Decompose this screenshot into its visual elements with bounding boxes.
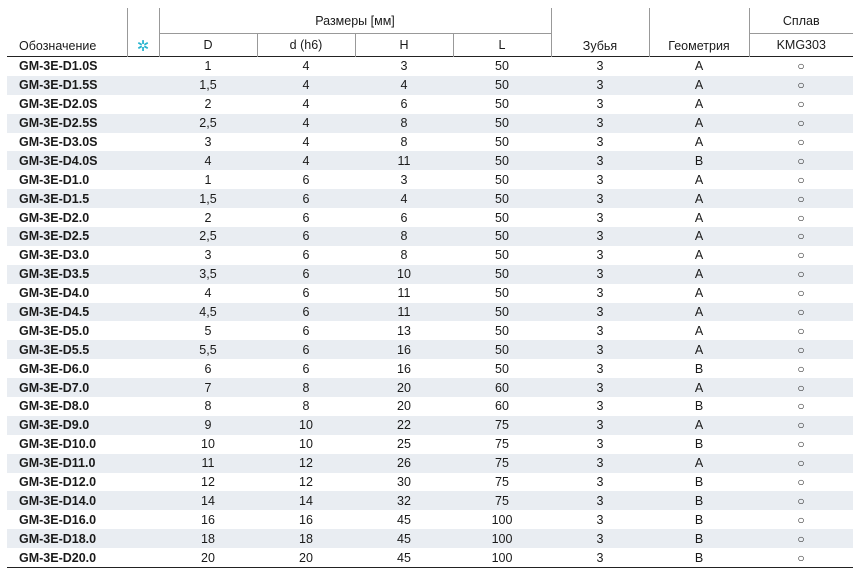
H-cell: 11 [355,303,453,322]
H-cell: 8 [400,135,408,149]
H-cell: 3 [400,59,408,74]
designation-cell: GM-3E-D1.0 [19,172,90,187]
alloy-cell: ○ [797,248,805,263]
d-h6-cell: 6 [257,189,355,208]
table-row [7,246,853,265]
designation-cell: GM-3E-D18.0 [7,529,127,548]
d-h6-cell: 4 [302,135,310,149]
geometry-cell: A [694,172,704,187]
alloy-cell: ○ [797,399,805,414]
table-row [7,359,853,378]
d-h6-cell: 6 [302,210,310,225]
table-row [7,416,853,435]
D-cell: 3 [204,248,212,263]
geometry-cell: A [649,189,749,208]
L-cell: 50 [495,361,509,376]
teeth-cell: 3 [596,286,604,301]
geometry-cell: B [649,491,749,510]
teeth-cell: 3 [596,59,604,74]
coolant-cell [127,227,159,246]
D-cell: 20 [159,548,257,567]
L-cell: 60 [495,399,509,414]
H-cell: 11 [355,151,453,170]
d-h6-cell: 6 [302,248,310,263]
table-row [7,397,853,416]
geometry-cell: B [694,437,704,452]
geometry-cell: A [694,323,704,338]
L-cell: 75 [453,454,551,473]
H-cell: 25 [397,437,411,452]
L-cell: 75 [453,416,551,435]
L-cell: 100 [453,529,551,548]
coolant-cell [127,95,159,114]
table-row [7,548,853,567]
D-cell: 1,5 [159,189,257,208]
H-cell: 30 [397,475,411,490]
alloy-header: Сплав [749,8,853,34]
geometry-cell: B [649,548,749,567]
alloy-cell: ○ [749,416,853,435]
D-cell: 2 [204,210,212,225]
teeth-cell: 3 [596,323,604,338]
H-cell: 20 [397,399,411,414]
table-row [7,321,853,340]
alloy-cell: ○ [749,303,853,322]
geometry-cell: B [694,475,704,490]
L-cell: 50 [453,189,551,208]
L-cell: 75 [495,437,509,452]
geometry-cell: A [649,454,749,473]
teeth-cell: 3 [596,135,604,149]
alloy-cell: ○ [797,59,805,74]
L-cell: 50 [495,172,509,187]
designation-cell: GM-3E-D6.0 [19,361,90,376]
D-cell: 4 [204,286,212,301]
geometry-cell: A [649,76,749,95]
teeth-cell: 3 [551,491,649,510]
teeth-cell: 3 [596,361,604,376]
H-cell: 20 [355,378,453,397]
designation-cell: GM-3E-D8.0 [19,399,90,414]
alloy-cell: ○ [797,475,805,490]
L-cell: 50 [453,265,551,284]
D-cell: 9 [159,416,257,435]
alloy-cell: ○ [749,529,853,548]
H-cell: 45 [397,512,411,527]
geometry-cell: A [694,248,704,263]
alloy-cell: ○ [749,189,853,208]
snowflake-icon: ✲ [136,38,150,55]
geometry-cell: A [694,135,704,149]
D-cell: 4 [159,151,257,170]
d-h6-cell: 10 [257,416,355,435]
H-cell: 26 [355,454,453,473]
coolant-cell [127,340,159,359]
table-row [7,114,853,133]
alloy-cell: ○ [749,265,853,284]
coolant-cell [127,170,159,189]
table-header [7,8,853,57]
alloy-cell: ○ [797,172,805,187]
table-row [7,510,853,529]
alloy-cell: ○ [749,378,853,397]
d-h6-cell: 4 [257,76,355,95]
d-h6-cell: 14 [257,491,355,510]
table-row [7,340,853,359]
L-cell: 75 [453,491,551,510]
coolant-cell [127,114,159,133]
alloy-cell: ○ [797,210,805,225]
designation-cell: GM-3E-D5.0 [19,323,90,338]
alloy-cell: ○ [749,76,853,95]
designation-cell: GM-3E-D3.0 [19,248,90,263]
D-cell: 2,5 [159,227,257,246]
coolant-cell [127,491,159,510]
designation-cell: GM-3E-D5.5 [7,340,127,359]
teeth-cell: 3 [596,97,604,112]
teeth-cell: 3 [596,512,604,527]
L-cell: 50 [453,303,551,322]
L-cell: 50 [495,97,509,112]
L-cell: 50 [495,210,509,225]
table-row [7,435,853,454]
table-row [7,57,853,76]
table-row [7,208,853,227]
table-row [7,227,853,246]
L-cell: 50 [495,135,509,149]
L-cell: 50 [453,340,551,359]
coolant-cell [127,284,159,303]
H-cell: 4 [355,189,453,208]
table-row [7,491,853,510]
teeth-cell: 3 [551,340,649,359]
d-h6-cell: 10 [299,437,313,452]
geometry-cell: A [649,340,749,359]
d-h6-cell: 4 [257,151,355,170]
D-cell: 1 [204,172,212,187]
coolant-cell [127,548,159,567]
D-cell: 8 [204,399,212,414]
teeth-cell: 3 [551,303,649,322]
teeth-cell: 3 [551,265,649,284]
alloy-cell: ○ [797,135,805,149]
coolant-cell [127,208,159,227]
coolant-cell [127,133,159,152]
designation-cell: GM-3E-D1.5 [7,189,127,208]
col-H-header: H [355,34,453,57]
teeth-cell: 3 [551,227,649,246]
dimensions-header: Размеры [мм] [159,8,551,34]
D-cell: 1 [204,59,212,74]
teeth-cell: 3 [551,548,649,567]
L-cell: 50 [495,323,509,338]
L-cell: 50 [453,76,551,95]
teeth-cell: 3 [596,399,604,414]
alloy-cell: ○ [797,437,805,452]
d-h6-cell: 20 [257,548,355,567]
L-cell: 50 [453,114,551,133]
geometry-cell: A [649,227,749,246]
coolant-cell [127,265,159,284]
table-body [7,57,853,568]
d-h6-cell: 12 [299,475,313,490]
d-h6-cell: 8 [302,399,310,414]
designation-cell: GM-3E-D7.0 [7,378,127,397]
D-cell: 1,5 [159,76,257,95]
product-table-container [7,8,853,568]
L-cell: 50 [453,227,551,246]
coolant-cell [127,189,159,208]
d-h6-cell: 4 [302,59,310,74]
H-cell: 32 [355,491,453,510]
H-cell: 45 [355,548,453,567]
geometry-cell: A [649,416,749,435]
coolant-cell [127,321,159,340]
H-cell: 3 [400,172,408,187]
d-h6-cell: 8 [257,378,355,397]
coolant-cell [127,246,159,265]
coolant-cell [127,529,159,548]
alloy-cell: ○ [749,491,853,510]
H-cell: 4 [355,76,453,95]
L-cell: 75 [495,475,509,490]
H-cell: 10 [355,265,453,284]
geometry-cell: B [694,399,704,414]
teeth-cell: 3 [551,114,649,133]
D-cell: 3 [204,135,212,149]
teeth-cell: 3 [596,475,604,490]
coolant-cell [127,57,159,76]
geometry-cell: B [694,512,704,527]
coolant-cell [127,359,159,378]
coolant-cell [127,76,159,95]
coolant-cell [127,510,159,529]
alloy-cell: ○ [797,512,805,527]
alloy-cell: ○ [749,340,853,359]
L-cell: 60 [453,378,551,397]
D-cell: 2 [204,97,212,112]
H-cell: 6 [400,210,408,225]
table-row [7,378,853,397]
col-d-h6-header: d (h6) [257,34,355,57]
designation-cell: GM-3E-D1.0S [19,59,98,74]
H-cell: 22 [355,416,453,435]
teeth-cell: 3 [551,454,649,473]
L-cell: 50 [453,151,551,170]
alloy-cell: ○ [749,548,853,567]
teeth-cell: 3 [551,189,649,208]
d-h6-cell: 6 [257,265,355,284]
designation-cell: GM-3E-D16.0 [19,512,97,527]
geometry-cell: A [694,286,704,301]
alloy-cell: ○ [797,361,805,376]
table-row [7,133,853,152]
coolant-cell [127,435,159,454]
designation-cell: GM-3E-D4.0 [19,286,90,301]
D-cell: 5 [204,323,212,338]
H-cell: 16 [355,340,453,359]
table-row [7,76,853,95]
geometry-cell: A [649,265,749,284]
alloy-cell: ○ [797,286,805,301]
d-h6-cell: 18 [257,529,355,548]
table-row [7,529,853,548]
designation-cell: GM-3E-D9.0 [7,416,127,435]
d-h6-cell: 6 [257,227,355,246]
D-cell: 5,5 [159,340,257,359]
designation-cell: GM-3E-D1.5S [7,76,127,95]
geometry-cell: B [649,529,749,548]
H-cell: 13 [397,323,411,338]
H-cell: 45 [355,529,453,548]
teeth-cell: 3 [551,76,649,95]
d-h6-cell: 6 [302,172,310,187]
table-row [7,95,853,114]
alloy-cell: ○ [749,454,853,473]
coolant-cell [127,151,159,170]
d-h6-cell: 6 [302,323,310,338]
designation-cell: GM-3E-D2.5 [7,227,127,246]
alloy-cell: ○ [797,97,805,112]
alloy-cell: ○ [797,323,805,338]
designation-cell: GM-3E-D4.5 [7,303,127,322]
geometry-cell: A [694,59,704,74]
teeth-cell: 3 [596,437,604,452]
teeth-header: Зубья [551,8,649,57]
table-row [7,303,853,322]
D-cell: 6 [204,361,212,376]
d-h6-cell: 4 [302,97,310,112]
d-h6-cell: 6 [302,286,310,301]
designation-cell: GM-3E-D10.0 [19,437,97,452]
d-h6-cell: 16 [299,512,313,527]
designation-header: Обозначение [7,8,127,57]
D-cell: 18 [159,529,257,548]
designation-cell: GM-3E-D2.0S [19,97,98,112]
table-row [7,189,853,208]
geometry-cell: B [694,361,704,376]
geometry-cell: A [694,210,704,225]
H-cell: 6 [400,97,408,112]
coolant-cell [127,378,159,397]
designation-cell: GM-3E-D20.0 [7,548,127,567]
designation-cell: GM-3E-D3.5 [7,265,127,284]
table-row [7,454,853,473]
teeth-cell: 3 [551,529,649,548]
teeth-cell: 3 [551,378,649,397]
geometry-cell: B [649,151,749,170]
coolant-cell [127,473,159,492]
D-cell: 4,5 [159,303,257,322]
alloy-cell: ○ [749,227,853,246]
geometry-header: Геометрия [649,8,749,57]
col-D-header: D [159,34,257,57]
D-cell: 7 [159,378,257,397]
L-cell: 50 [495,59,509,74]
teeth-cell: 3 [551,416,649,435]
alloy-cell: ○ [749,151,853,170]
designation-cell: GM-3E-D14.0 [7,491,127,510]
L-cell: 100 [453,548,551,567]
coolant-cell [127,303,159,322]
table-row [7,170,853,189]
table-row [7,284,853,303]
H-cell: 8 [355,227,453,246]
H-cell: 16 [397,361,411,376]
col-L-header: L [453,34,551,57]
table-row [7,473,853,492]
D-cell: 12 [201,475,215,490]
geometry-cell: A [649,303,749,322]
alloy-cell: ○ [749,114,853,133]
designation-cell: GM-3E-D11.0 [7,454,127,473]
H-cell: 11 [397,286,411,301]
designation-cell: GM-3E-D4.0S [7,151,127,170]
designation-cell: GM-3E-D3.0S [19,135,98,149]
D-cell: 14 [159,491,257,510]
teeth-cell: 3 [596,172,604,187]
d-h6-cell: 6 [257,303,355,322]
d-h6-cell: 6 [302,361,310,376]
table-row [7,151,853,170]
geometry-cell: A [694,97,704,112]
coolant-cell [127,416,159,435]
alloy-grade-header: KMG303 [776,38,826,52]
geometry-cell: A [649,378,749,397]
D-cell: 10 [201,437,215,452]
D-cell: 2,5 [159,114,257,133]
designation-cell: GM-3E-D12.0 [19,475,97,490]
coolant-cell [127,454,159,473]
designation-cell: GM-3E-D2.0 [19,210,90,225]
product-spec-table [7,8,853,568]
d-h6-cell: 6 [257,340,355,359]
L-cell: 100 [491,512,513,527]
geometry-cell: A [649,114,749,133]
L-cell: 50 [495,248,509,263]
H-cell: 8 [400,248,408,263]
d-h6-cell: 12 [257,454,355,473]
designation-cell: GM-3E-D2.5S [7,114,127,133]
teeth-cell: 3 [551,151,649,170]
D-cell: 11 [159,454,257,473]
d-h6-cell: 4 [257,114,355,133]
L-cell: 50 [495,286,509,301]
teeth-cell: 3 [596,248,604,263]
D-cell: 3,5 [159,265,257,284]
table-row [7,265,853,284]
coolant-header [127,8,159,57]
teeth-cell: 3 [596,210,604,225]
coolant-cell [127,397,159,416]
D-cell: 16 [201,512,215,527]
H-cell: 8 [355,114,453,133]
